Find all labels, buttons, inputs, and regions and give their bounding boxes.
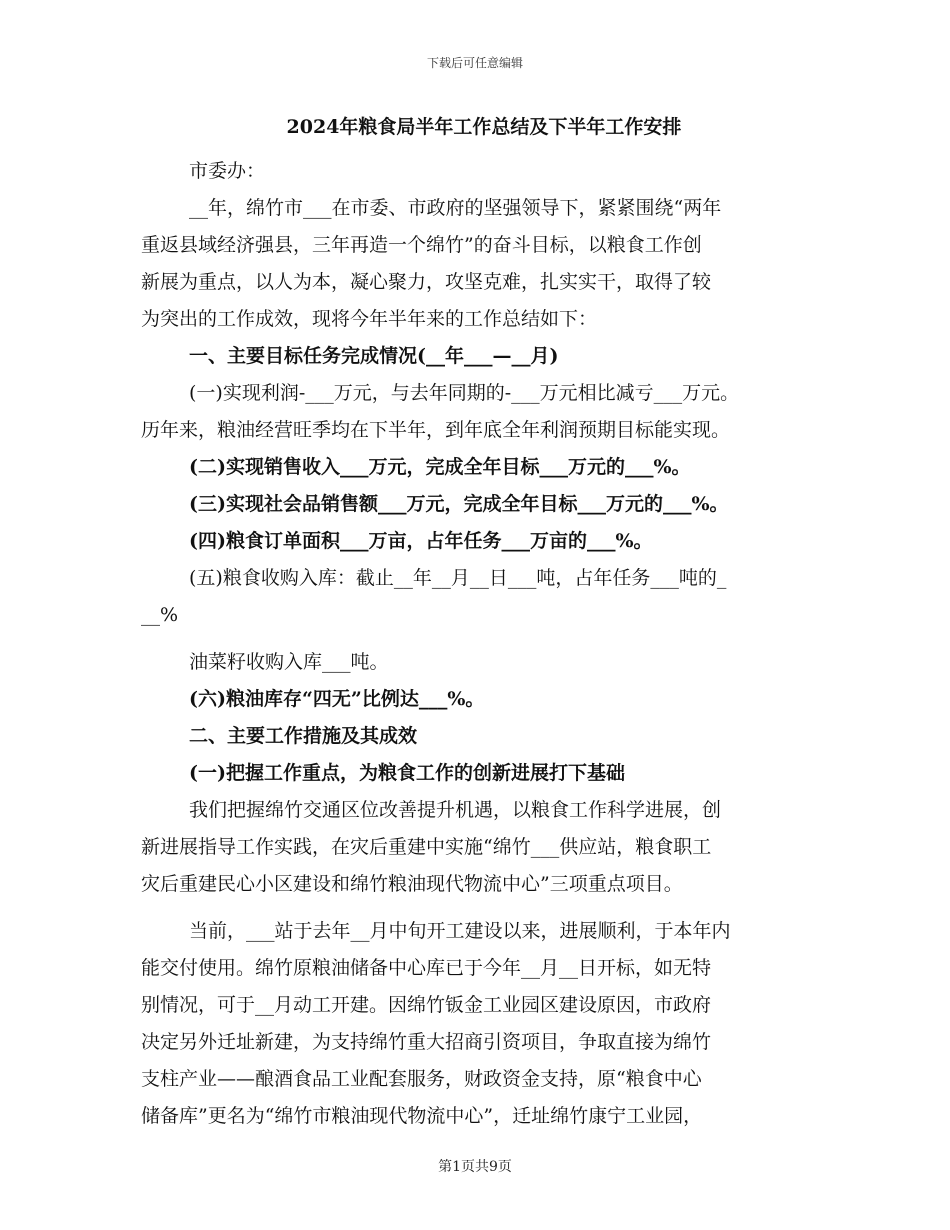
text-line: 我们把握绵竹交通区位改善提升机遇，以粮食工作科学进展，创 [189, 799, 722, 821]
text-line: __% [141, 604, 179, 626]
header-note: 下载后可任意编辑 [426, 56, 523, 70]
heading-line: (二)实现销售收入___万元，完成全年目标___万元的___%。 [189, 456, 691, 478]
text-line: 能交付使用。绵竹原粮油储备中心库已于今年__月__日开标，如无特 [141, 957, 712, 979]
text-line: 储备库”更名为“绵竹市粮油现代物流中心”，迁址绵竹康宁工业园， [141, 1105, 703, 1127]
paragraph-gap [141, 634, 821, 644]
paragraph-gap [141, 903, 821, 913]
text-line: 油菜籽收购入库___吨。 [189, 651, 389, 673]
text-line: (五)粮食收购入库：截止__年__月__日___吨，占年任务___吨的_ [189, 567, 727, 589]
heading-line: (六)粮油库存“四无”比例达___%。 [189, 688, 485, 710]
text-line: 为突出的工作成效，现将今年半年来的工作总结如下： [141, 308, 598, 330]
heading-line: (四)粮食订单面积___万亩，占年任务___万亩的___%。 [189, 530, 653, 552]
text-line: 重返县域经济强县，三年再造一个绵竹”的奋斗目标，以粮食工作创 [141, 234, 702, 256]
text-line: 新展为重点，以人为本，凝心聚力，攻坚克难，扎实实干，取得了较 [141, 271, 712, 293]
text-line: 别情况，可于__月动工开建。因绵竹钣金工业园区建设原因，市政府 [141, 994, 712, 1016]
page-footer: 第1页共9页 [438, 1159, 512, 1175]
text-line: 市委办： [189, 160, 266, 182]
text-line: 支柱产业——酿酒食品工业配套服务，财政资金支持，原“粮食中心 [141, 1068, 702, 1090]
text-line: __年，绵竹市___在市委、市政府的坚强领导下，紧紧围绕“两年 [189, 197, 722, 219]
heading-line: 二、主要工作措施及其成效 [189, 725, 418, 747]
document-title: 2024年粮食局半年工作总结及下半年工作安排 [286, 116, 682, 138]
text-line: 当前，___站于去年__月中旬开工建设以来，进展顺利，于本年内 [189, 920, 731, 942]
heading-line: (三)实现社会品销售额___万元，完成全年目标___万元的___%。 [189, 493, 729, 515]
heading-line: (一)把握工作重点，为粮食工作的创新进展打下基础 [189, 762, 625, 784]
text-line: (一)实现利润-___万元，与去年同期的-___万元相比减亏___万元。 [189, 382, 740, 404]
text-line: 新进展指导工作实践，在灾后重建中实施“绵竹___供应站，粮食职工 [141, 836, 712, 858]
heading-line: 一、主要目标任务完成情况(__年___—__月) [189, 345, 559, 367]
document-body [141, 112, 821, 1135]
document-lines [141, 153, 821, 1135]
text-line: 历年来，粮油经营旺季均在下半年，到年底全年利润预期目标能实现。 [141, 419, 731, 441]
text-line: 灾后重建民心小区建设和绵竹粮油现代物流中心”三项重点项目。 [141, 873, 683, 895]
text-line: 决定另外迁址新建，为支持绵竹重大招商引资项目，争取直接为绵竹 [141, 1031, 712, 1053]
